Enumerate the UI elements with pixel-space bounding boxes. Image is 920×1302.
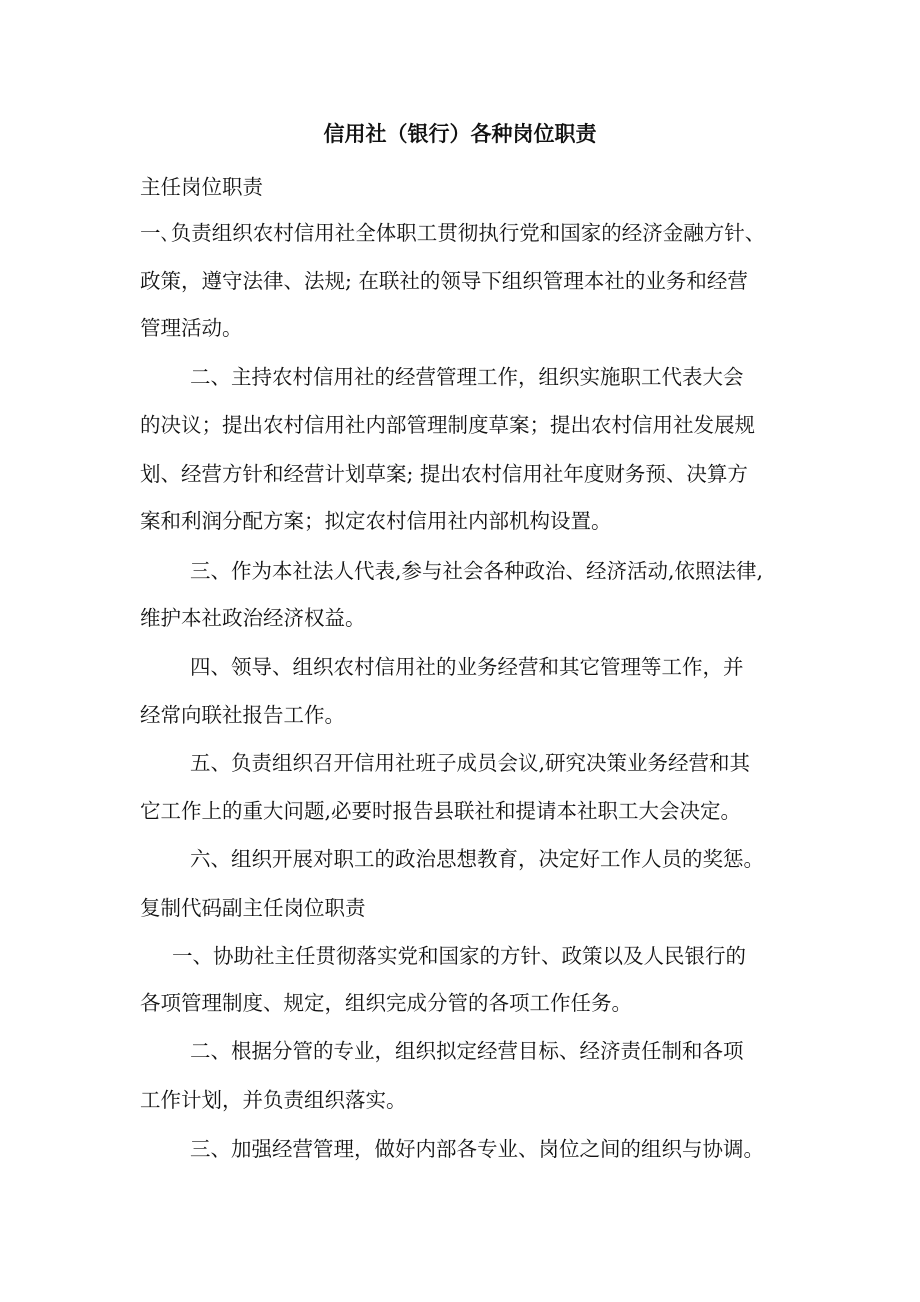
paragraph-line: 三、加强经营管理，做好内部各专业、岗位之间的组织与协调。 [190, 1137, 764, 1161]
document-title: 信用社（银行）各种岗位职责 [323, 122, 597, 146]
section-heading-deputy-director: 复制代码副主任岗位职责 [140, 896, 366, 920]
paragraph-line: 工作计划，并负责组织落实。 [140, 1088, 407, 1112]
paragraph-line: 二、主持农村信用社的经营管理工作，组织实施职工代表大会 [190, 365, 744, 389]
paragraph-line: 五、负责组织召开信用社班子成员会议,研究决策业务经营和其 [190, 751, 751, 775]
paragraph-line: 经常向联社报告工作。 [140, 703, 345, 727]
paragraph-line: 划、经营方针和经营计划草案; 提出农村信用社年度财务预、决算方 [140, 462, 748, 486]
paragraph-line: 政策，遵守法律、法规; 在联社的领导下组织管理本社的业务和经营 [140, 269, 748, 293]
paragraph-line: 二、根据分管的专业，组织拟定经营目标、经济责任制和各项 [190, 1039, 744, 1063]
paragraph-line: 三、作为本社法人代表,参与社会各种政治、经济活动,依照法律, [190, 559, 764, 583]
paragraph-line: 管理活动。 [140, 316, 243, 340]
paragraph-line: 案和利润分配方案；拟定农村信用社内部机构设置。 [140, 509, 612, 533]
paragraph-line: 六、组织开展对职工的政治思想教育，决定好工作人员的奖惩。 [190, 847, 764, 871]
paragraph-line: 的决议；提出农村信用社内部管理制度草案；提出农村信用社发展规 [140, 413, 755, 437]
paragraph-line: 各项管理制度、规定，组织完成分管的各项工作任务。 [140, 991, 632, 1015]
paragraph-line: 维护本社政治经济权益。 [140, 606, 366, 630]
paragraph-line: 它工作上的重大问题,必要时报告县联社和提请本社职工大会决定。 [140, 799, 742, 823]
paragraph-line: 四、领导、组织农村信用社的业务经营和其它管理等工作，并 [190, 655, 744, 679]
paragraph-line: 一､负责组织农村信用社全体职工贯彻执行党和国家的经济金融方针、 [140, 221, 766, 245]
paragraph-line: 一、协助社主任贯彻落实党和国家的方针、政策以及人民银行的 [172, 944, 746, 968]
section-heading-director: 主任岗位职责 [140, 175, 263, 199]
